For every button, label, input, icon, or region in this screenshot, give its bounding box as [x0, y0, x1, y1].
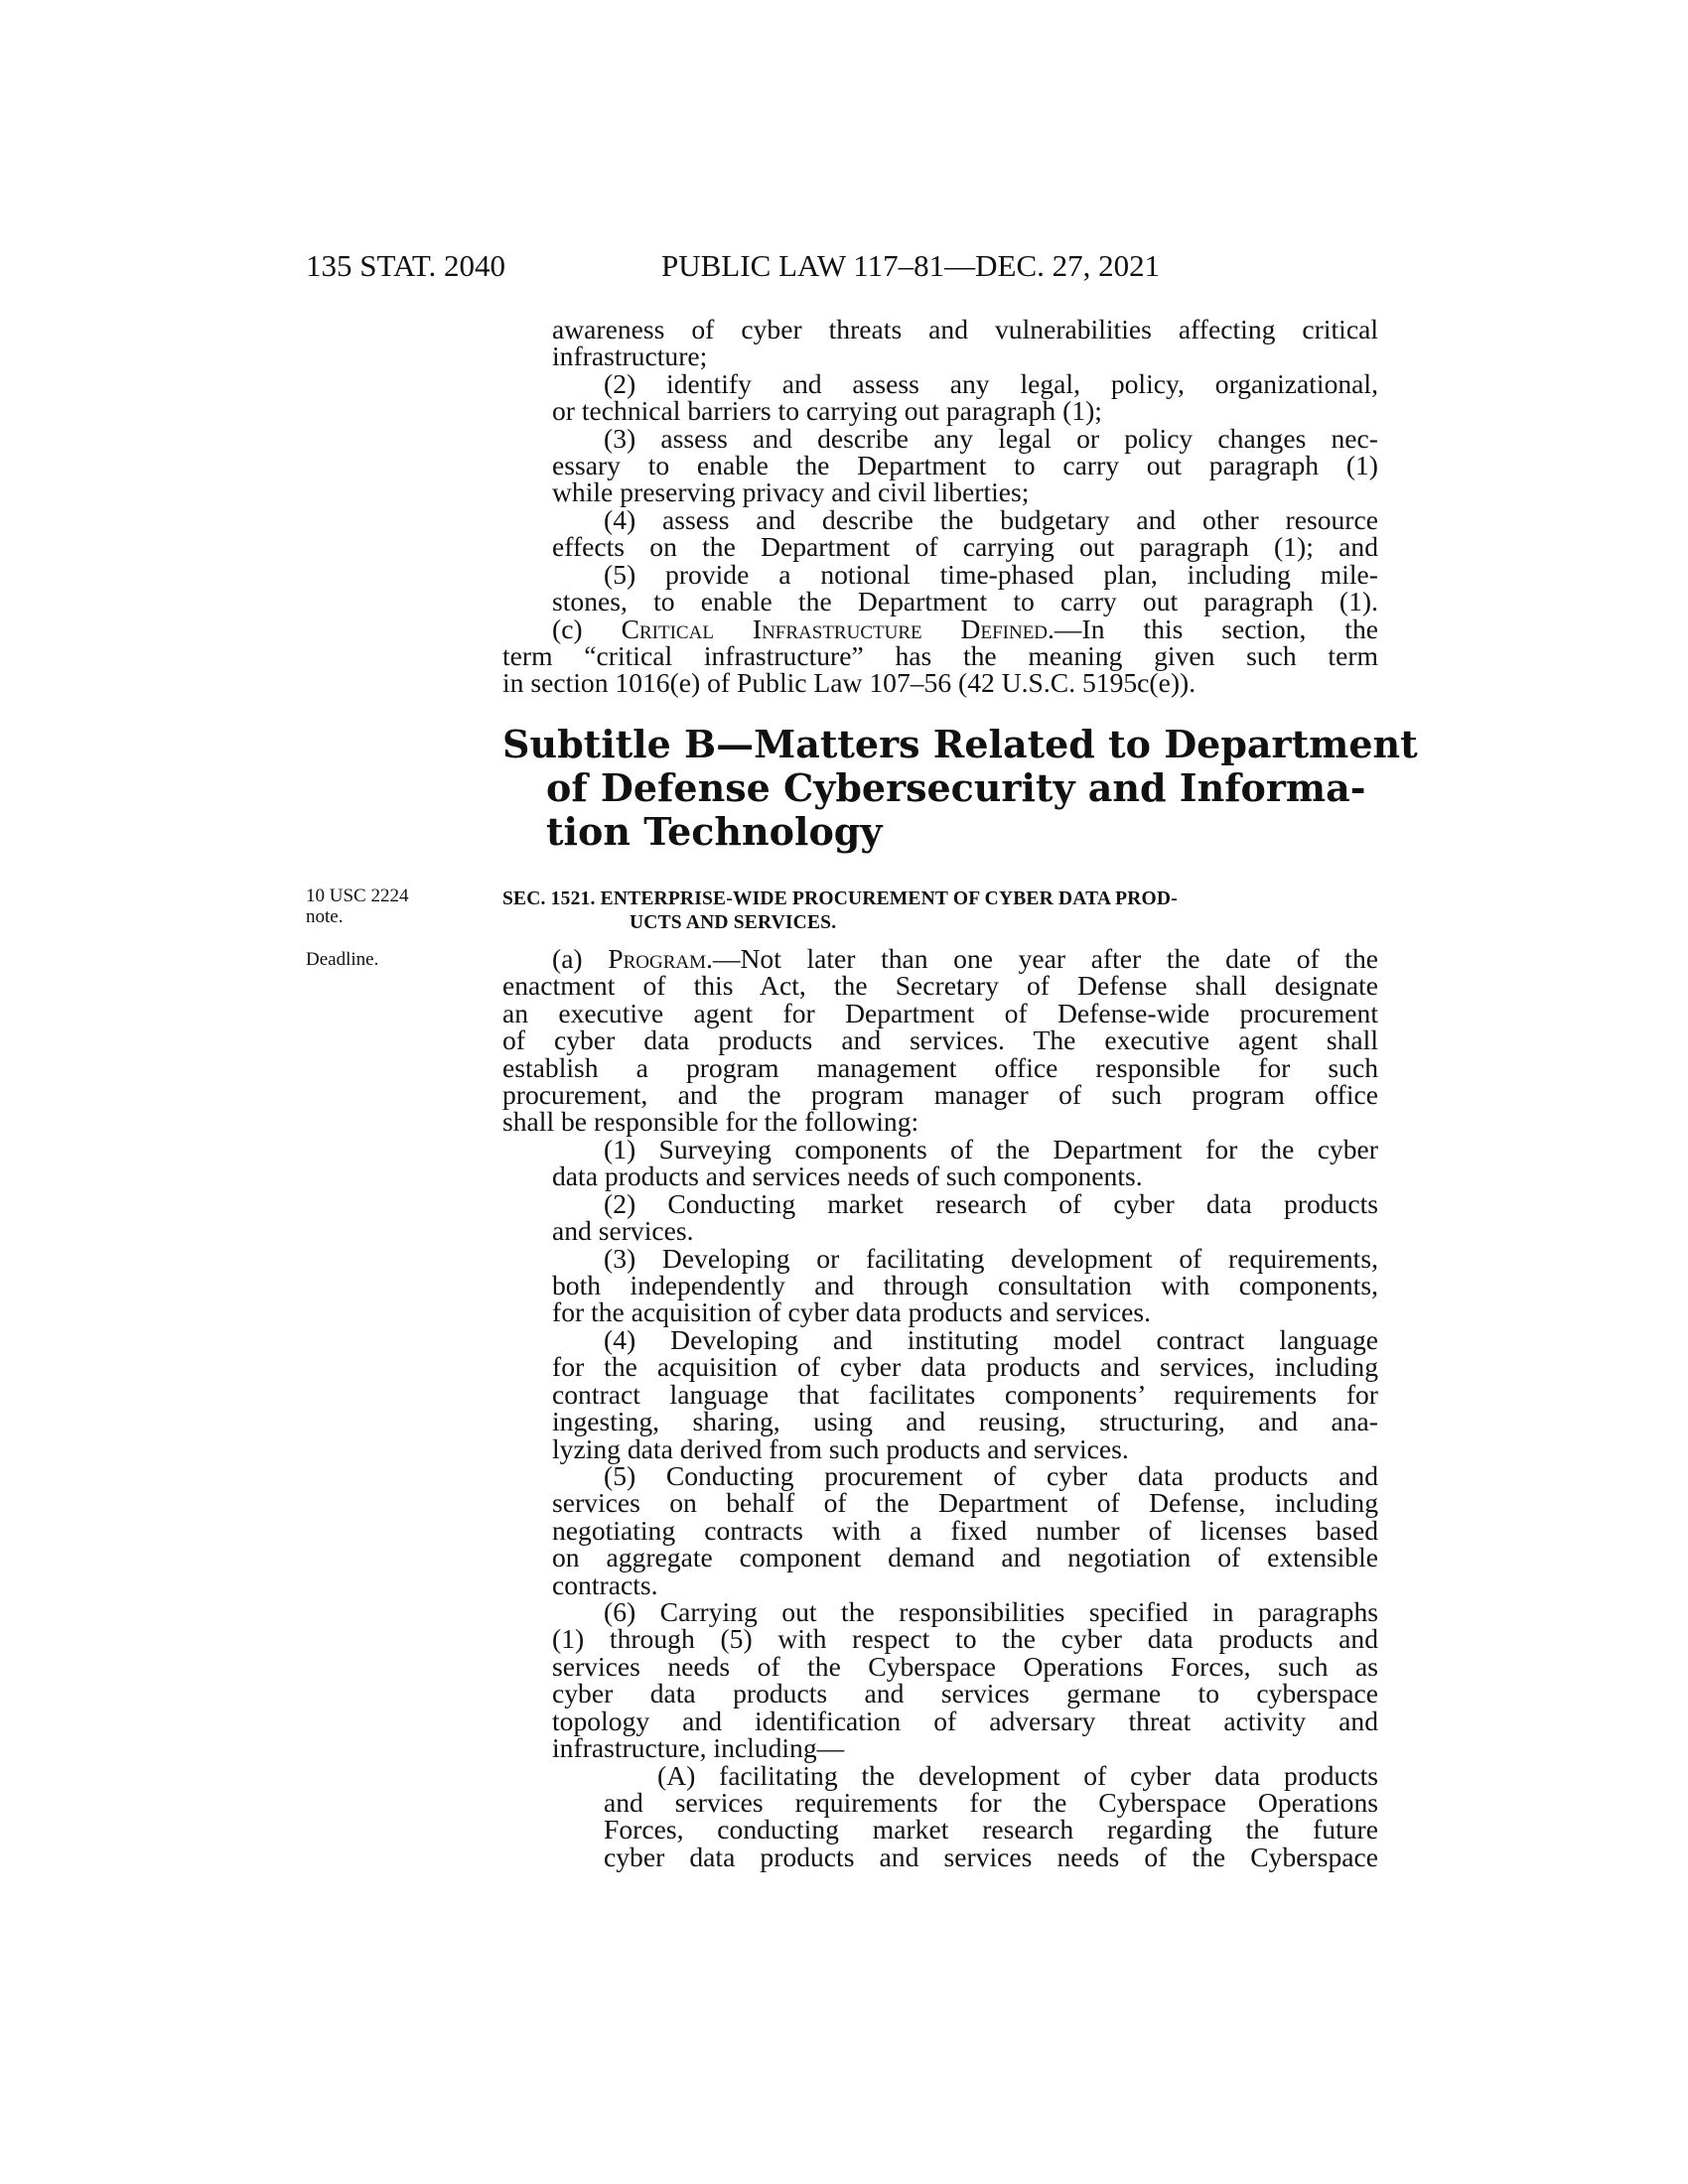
text-fragment: .—Not later than one year after the date of the — [705, 943, 1378, 974]
text-line: stones, to enable the Department to carry out paragraph (1). — [552, 586, 1378, 616]
margin-note-usc-line1: 10 USC 2224 — [306, 886, 409, 906]
text-line: (5) provide a notional time-phased plan, including mile- — [604, 559, 1378, 590]
text-line: (3) Developing or facilitating development of requirements, — [604, 1243, 1378, 1274]
text-line: negotiating contracts with a fixed number of licenses based — [552, 1515, 1378, 1546]
text-line: infrastructure; — [552, 341, 708, 371]
text-line: both independently and through consultation with components, — [552, 1270, 1378, 1300]
page-header — [306, 244, 1378, 288]
section-heading-line: SEC. 1521. ENTERPRISE-WIDE PROCUREMENT OF CYBER DATA PROD- — [502, 888, 1178, 909]
text-line: Forces, conducting market research regarding the future — [604, 1814, 1378, 1844]
text-line: topology and identification of adversary threat activity and — [552, 1706, 1378, 1736]
text-line: (4) Developing and instituting model contract language — [604, 1324, 1378, 1355]
text-line: contract language that facilitates components’ requirements for — [552, 1379, 1378, 1410]
subsection-heading: Program — [608, 943, 706, 974]
text-line: awareness of cyber threats and vulnerabilities affecting critical — [552, 314, 1378, 344]
text-line: contracts. — [552, 1570, 658, 1600]
text-line: cyber data products and services germane to cyberspace — [552, 1678, 1378, 1708]
subtitle-heading — [502, 722, 1418, 854]
text-line: or technical barriers to carrying out paragraph (1); — [552, 395, 1102, 426]
text-line: lyzing data derived from such products and services. — [552, 1433, 1129, 1464]
margin-note-deadline: Deadline. — [306, 949, 379, 970]
text-line: (1) Surveying components of the Department for the cyber — [604, 1134, 1378, 1164]
margin-note-usc-line2: note. — [306, 906, 344, 927]
text-line: essary to enable the Department to carry out paragraph (1) — [552, 450, 1378, 480]
text-line: shall be responsible for the following: — [502, 1106, 919, 1137]
text-line: (A) facilitating the development of cyber data products — [657, 1760, 1378, 1791]
subsection-label: (a) — [552, 943, 609, 974]
text-line: (2) identify and assess any legal, policy, organizational, — [604, 368, 1378, 399]
public-law-title: PUBLIC LAW 117–81—DEC. 27, 2021 — [661, 248, 1161, 283]
text-line: (3) assess and describe any legal or policy changes nec- — [604, 423, 1378, 454]
text-line: establish a program management office responsible for such — [502, 1052, 1378, 1083]
margin-note-usc — [306, 886, 408, 927]
text-line: data products and services needs of such components. — [552, 1160, 1143, 1191]
text-line: infrastructure, including— — [552, 1732, 845, 1763]
subtitle-line: Subtitle B—Matters Related to Department — [502, 722, 1418, 766]
text-line: (4) assess and describe the budgetary and other resource — [604, 504, 1378, 535]
text-line: cyber data products and services needs of the Cyberspace — [604, 1842, 1378, 1872]
text-line: services on behalf of the Department of Defense, including — [552, 1487, 1378, 1518]
text-line: (6) Carrying out the responsibilities specified in paragraphs — [604, 1596, 1378, 1627]
text-line: ingesting, sharing, using and reusing, structuring, and ana- — [552, 1406, 1378, 1436]
text-line: while preserving privacy and civil liberties; — [552, 477, 1030, 507]
text-line: for the acquisition of cyber data products and services. — [552, 1297, 1152, 1327]
text-line: (1) through (5) with respect to the cyber data products and — [552, 1623, 1378, 1654]
text-line: (2) Conducting market research of cyber data products — [604, 1188, 1378, 1219]
section-heading — [502, 887, 1378, 935]
text-line: procurement, and the program manager of such program office — [502, 1079, 1378, 1110]
text-line: enactment of this Act, the Secretary of Defense shall designate — [502, 970, 1378, 1001]
subsection-a-heading-line — [552, 945, 1378, 972]
text-line: on aggregate component demand and negotiation of extensible — [552, 1542, 1378, 1572]
subtitle-line: tion Technology — [546, 809, 883, 854]
text-line: of cyber data products and services. The executive agent shall — [502, 1024, 1378, 1055]
text-line: and services. — [552, 1215, 694, 1246]
text-line: term “critical infrastructure” has the meaning given such term — [502, 640, 1378, 671]
text-line: effects on the Department of carrying out paragraph (1); and — [552, 531, 1378, 562]
subsection-c-heading-line — [552, 615, 1378, 642]
text-line: (5) Conducting procurement of cyber data products and — [604, 1460, 1378, 1491]
stat-page-number: 135 STAT. 2040 — [306, 248, 506, 283]
text-line: and services requirements for the Cyberspace Operations — [604, 1787, 1378, 1818]
text-line: services needs of the Cyberspace Operations Forces, such as — [552, 1651, 1378, 1682]
subsection-label: (c) — [552, 614, 622, 644]
text-line: in section 1016(e) of Public Law 107–56 (42 U.S.C. 5195c(e)). — [502, 667, 1196, 698]
text-line: for the acquisition of cyber data products and services, including — [552, 1351, 1378, 1382]
subtitle-line: of Defense Cybersecurity and Informa- — [546, 765, 1366, 810]
section-heading-line: UCTS AND SERVICES. — [630, 912, 837, 933]
text-fragment: .—In this section, the — [1048, 614, 1379, 644]
subsection-heading: Critical Infrastructure Defined — [621, 614, 1049, 644]
text-line: an executive agent for Department of Defense-wide procurement — [502, 998, 1378, 1028]
